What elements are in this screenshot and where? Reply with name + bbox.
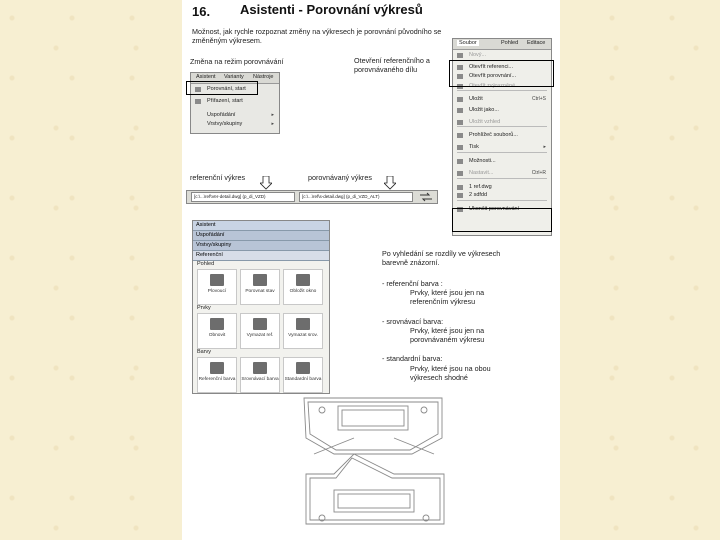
file-menu-icon (457, 97, 463, 102)
arrow-down-icon (260, 176, 272, 190)
tile-label: Vymazat ref. (246, 333, 274, 338)
menu-file-item: Uložit vzhled (453, 118, 551, 127)
menu-file-item[interactable]: Uložit Ctrl+S (453, 95, 551, 104)
menu-separator (457, 152, 547, 153)
arrow-down-icon (384, 176, 396, 190)
tile-label: Srovnávací barva (241, 377, 279, 382)
tile-label: Obložit okno (289, 289, 317, 294)
swap-icon[interactable] (419, 192, 433, 202)
tool-icon (253, 274, 267, 286)
explanation-std-body: Prvky, které jsou na obou výkresech shodné (410, 364, 491, 382)
file-menu-icon (457, 108, 463, 113)
file-menu-icon (457, 53, 463, 58)
menu-shortcut: Ctrl+S (531, 96, 546, 102)
tool-icon (210, 274, 224, 286)
tile-label: Obnovit (208, 333, 226, 338)
menu-pohled[interactable]: Pohled (501, 40, 519, 46)
menu-separator (457, 178, 547, 179)
menu-varianty[interactable]: Varianty (224, 74, 244, 80)
menu-file-item[interactable]: Otevřít porovnání... (453, 72, 551, 81)
menu-item-porovnani-start[interactable]: Porovnání, start (191, 85, 279, 94)
document-page (182, 0, 560, 540)
menu-file-item[interactable]: Tisk ▸ (453, 143, 551, 152)
menu-item-usporadani[interactable]: Uspořádání ▸ (207, 112, 274, 118)
menu-separator (457, 200, 547, 201)
tool-icon (296, 318, 310, 330)
file-menu-icon (457, 159, 463, 164)
tool-icon (296, 362, 310, 374)
label-compared: porovnávaný výkres (308, 173, 372, 182)
label-mode-switch: Změna na režim porovnávání (190, 57, 284, 66)
menu-file-item[interactable]: 1 ref.dwg (453, 183, 551, 192)
tool-icon (253, 318, 267, 330)
panel-tile-button[interactable] (283, 313, 323, 349)
menu-soubor[interactable]: Soubor (459, 40, 477, 46)
panel-tile-button[interactable] (283, 269, 323, 305)
panel-row-vrstvy[interactable]: Vrstvy/skupiny (193, 241, 329, 251)
assign-icon (195, 99, 201, 104)
tile-label: Standardní barva (284, 377, 322, 382)
tile-label: Referenční barva (198, 377, 236, 382)
tool-icon (253, 362, 267, 374)
file-menu-icon (457, 145, 463, 150)
compare-toolbar (186, 190, 438, 204)
menu-file-item[interactable]: Otevřít referenci... (453, 63, 551, 72)
menu-file-item: Otevřít zvýrazněné (453, 82, 551, 91)
tile-label: Vymazat srov. (288, 333, 318, 338)
file-menu-icon (457, 193, 463, 198)
page-title: Asistenti - Porovnání výkresů (240, 2, 423, 17)
explanation-cmp-body: Prvky, které jsou jen na porovnávaném výkresu (410, 326, 485, 344)
menu-file-item: Nastavit... Ctrl+R (453, 169, 551, 178)
intro-text: Možnost, jak rychle rozpoznat změny na výkresech je porovnání původního se změněným výkresem. (192, 27, 442, 45)
menu-shortcut: Ctrl+R (531, 170, 546, 176)
panel-row-usporadani[interactable]: Uspořádání (193, 231, 329, 241)
highlight-porovnani (186, 81, 258, 95)
tile-label: Porovnat stav (245, 289, 275, 294)
menu-file-item: Nový... (453, 51, 551, 60)
compared-combo[interactable]: [c:\...\ref\s-detail.dwg] (p_di_VZD_ALT) (299, 192, 413, 202)
panel-tile-button[interactable] (197, 269, 237, 305)
panel-tile-button[interactable] (283, 357, 323, 393)
panel-row-referencni[interactable]: Referenční (193, 251, 329, 261)
explanation-std-head: - standardní barva: (382, 354, 443, 363)
explanation-intro: Po vyhledání se rozdíly ve výkresech barevně znázorní. (382, 249, 501, 267)
panel-tile-button[interactable] (197, 357, 237, 393)
tool-icon (210, 318, 224, 330)
menu-item-vrstvy[interactable]: Vrstvy/skupiny ▸ (207, 121, 274, 127)
panel-tile-button[interactable] (240, 269, 280, 305)
panel-tile-button[interactable] (240, 313, 280, 349)
reference-combo[interactable]: [c:\...\ref\Ver-detail.dwg] (p_di_VZD) (191, 192, 295, 202)
explanation-ref-body: Prvky, které jsou jen na referenčním výkresu (410, 288, 485, 306)
menu-shortcut: ▸ (543, 144, 546, 150)
section-number: 16. (192, 4, 211, 19)
menu-asistent[interactable]: Asistent (196, 74, 216, 80)
file-menu-icon (457, 133, 463, 138)
panel-tile-button[interactable] (240, 357, 280, 393)
menu-file-item[interactable]: Prohlížeč souborů... (453, 131, 551, 140)
menu-editace[interactable]: Editace (527, 40, 546, 46)
menu-file-item[interactable]: Uložit jako... (453, 106, 551, 115)
panel-tile-button[interactable] (197, 313, 237, 349)
tool-icon (296, 274, 310, 286)
file-menu-icon (457, 171, 463, 176)
menu-file-item[interactable]: 2 sdfdd (453, 191, 551, 200)
panel-section-title: Barvy (197, 349, 212, 355)
drawing-comparison (294, 394, 454, 538)
menu-nastroje[interactable]: Nástroje (253, 74, 274, 80)
explanation-cmp-head: - srovnávací barva: (382, 317, 444, 326)
highlight-exit (452, 208, 552, 232)
label-reference: referenční výkres (190, 173, 246, 182)
panel-title: Asistent (193, 221, 329, 231)
menu-file-item[interactable]: Možnosti... (453, 157, 551, 166)
panel-section-title: Pohled (197, 261, 215, 267)
tool-icon (210, 362, 224, 374)
menu-item-prirazeni-start[interactable]: Přiřazení, start (191, 97, 279, 106)
menu-file-item[interactable]: Ukončit porovnávání (453, 205, 551, 214)
explanation-ref-head: - referenční barva : (382, 279, 443, 288)
panel-section-title: Prvky (197, 305, 211, 311)
assistant-panel (192, 220, 330, 394)
file-menu-icon (457, 120, 463, 125)
highlight-open (449, 60, 554, 87)
label-open-ref: Otevření referenčního a porovnávaného dílu (354, 56, 430, 74)
menu-separator (457, 126, 547, 127)
tile-label: Plovoucí (207, 289, 227, 294)
file-menu-icon (457, 185, 463, 190)
menu-separator (457, 90, 547, 91)
